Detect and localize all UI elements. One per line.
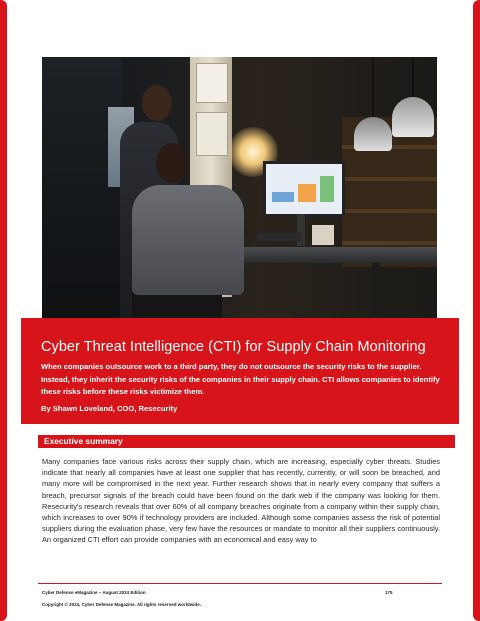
hero-photo — [42, 57, 437, 319]
footer-page-number: 175 — [385, 590, 393, 595]
footer-edition: Cyber Defense eMagazine – August 2024 Edition — [42, 590, 146, 595]
footer-copyright: Copyright © 2024, Cyber Defense Magazine. All rights reserved worldwide. — [42, 602, 201, 607]
left-page-edge — [0, 0, 7, 621]
section-heading-bar — [38, 435, 455, 448]
footer-rule — [38, 583, 442, 584]
photo-poster — [196, 63, 228, 103]
photo-monitor-chart-bar — [320, 176, 334, 202]
photo-monitor-stand — [297, 214, 305, 246]
headline-panel — [21, 318, 459, 424]
photo-pendant-lamp — [392, 97, 434, 137]
photo-poster — [196, 112, 228, 156]
article-dek: When companies outsource work to a third party, they do not outsource the security risks to the supplier. Instead, they inherit the security risks of the companies in their supply chain. CTI allows companies to identify these risks before these risks victimize them. — [41, 362, 440, 396]
photo-monitor-chart-bar — [272, 192, 294, 202]
photo-standing-person-head — [142, 85, 172, 121]
body-paragraph: Many companies face various risks across their supply chain, which are increasing, especially cyber threats. Studies indicate that nearly all companies have at least one supplier that has recently, currently, or will soon be breached, and many more will be compromised in the next year. Further research shows that in nearly every company that suffers a breach, precursor signals of the breach could have been found on the dark web if the company was looking for them. Resecurity's research reveals that over 60% of all company breaches originate from a company within their supply chain, which increases to over 90% if technology providers are included. Although some companies assess the risk of potential suppliers during the evaluation phase, very few have the resources or mandate to monitor all their suppliers continuously. An organized CTI effort can provide companies with an economical and easy way to — [42, 457, 440, 545]
article-byline: By Shawn Loveland, COO, Resecurity — [41, 404, 178, 413]
photo-monitor-chart-bar — [298, 184, 316, 202]
photo-keyboard — [257, 233, 302, 241]
photo-pendant-lamp — [354, 117, 392, 151]
section-heading: Executive summary — [44, 436, 123, 446]
article-title: Cyber Threat Intelligence (CTI) for Supply Chain Monitoring — [41, 339, 426, 355]
photo-desk — [212, 247, 437, 263]
photo-seated-person — [132, 185, 244, 295]
photo-desk-leg — [372, 263, 380, 319]
photo-seated-person-head — [156, 143, 188, 183]
photo-monitor — [263, 161, 345, 217]
photo-lamp-cord — [372, 57, 374, 117]
photo-lamp-cord — [412, 57, 414, 97]
photo-wall — [42, 57, 122, 319]
photo-plant-pot — [312, 225, 334, 245]
right-page-edge — [473, 0, 480, 621]
